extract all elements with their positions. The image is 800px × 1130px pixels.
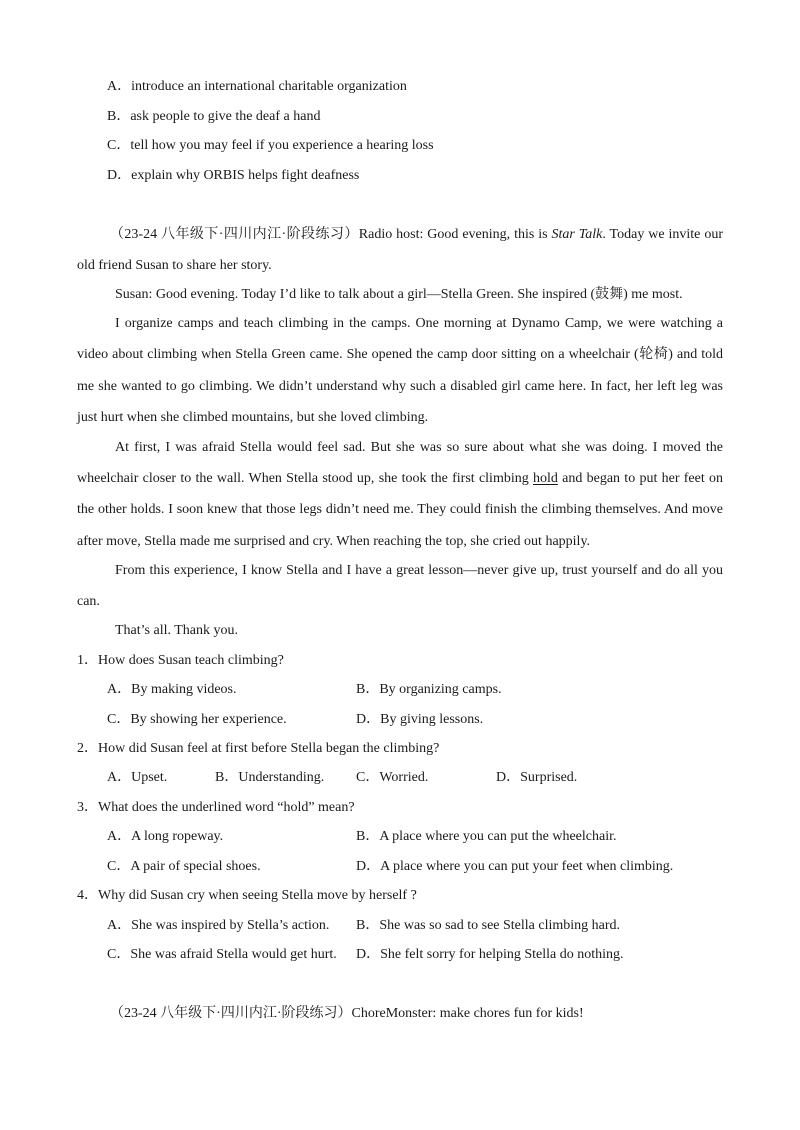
question-4-option-c: C．She was afraid Stella would get hurt. <box>107 947 337 962</box>
option-a: A．introduce an international charitable organization <box>107 79 407 94</box>
question-1-option-d: D．By giving lessons. <box>356 712 484 727</box>
paragraph-1-line-2: video about climbing when Stella Green came. She opened the camp door sitting on a wheelchair (轮椅) and told <box>77 347 723 362</box>
paragraph-2-line-2: wheelchair closer to the wall. When Stella stood up, she took the first climbing hold and began to put her feet on <box>77 471 723 486</box>
paragraph-1-line-3: me she wanted to go climbing. We didn’t understand why such a disabled girl came here. In fact, her left leg was <box>77 379 723 394</box>
question-2-option-a: A．Upset. <box>107 770 168 785</box>
question-2-option-d: D．Surprised. <box>496 770 578 785</box>
passage-intro-line-1: （23-24 八年级下·四川内江·阶段练习）Radio host: Good evening, this is Star Talk. Today we invite our <box>110 227 723 242</box>
paragraph-3-line-2: can. <box>77 594 100 609</box>
question-3-option-c: C．A pair of special shoes. <box>107 859 261 874</box>
passage-susan-line: Susan: Good evening. Today I’d like to talk about a girl—Stella Green. She inspired (鼓舞) me most. <box>115 287 683 302</box>
paragraph-2-line-3: the other holds. I soon knew that those legs didn’t need me. They could finish the climbing themselves. And move <box>77 502 723 517</box>
question-4: 4．Why did Susan cry when seeing Stella move by herself ? <box>77 888 417 903</box>
question-1-option-a: A．By making videos. <box>107 682 237 697</box>
question-3-option-b: B．A place where you can put the wheelchair. <box>356 829 617 844</box>
next-passage-source: （23-24 八年级下·四川内江·阶段练习） <box>110 1006 352 1021</box>
paragraph-2-line-1: At first, I was afraid Stella would feel sad. But she was so sure about what she was doing. I moved the <box>115 440 723 455</box>
show-name: Star Talk <box>551 227 603 242</box>
option-d: D．explain why ORBIS helps fight deafness <box>107 168 360 183</box>
next-passage-heading <box>110 1005 584 1023</box>
paragraph-1-line-4: just hurt when she climbed mountains, but she loved climbing. <box>77 410 429 425</box>
passage-source: （23-24 八年级下·四川内江·阶段练习） <box>110 227 359 242</box>
question-3-option-a: A．A long ropeway. <box>107 829 224 844</box>
question-4-option-a: A．She was inspired by Stella’s action. <box>107 918 330 933</box>
paragraph-1-line-1: I organize camps and teach climbing in the camps. One morning at Dynamo Camp, we were watching a <box>115 316 723 331</box>
option-c: C．tell how you may feel if you experience a hearing loss <box>107 138 434 153</box>
question-1-option-b: B．By organizing camps. <box>356 682 502 697</box>
question-3: 3．What does the underlined word “hold” mean? <box>77 800 355 815</box>
question-3-option-d: D．A place where you can put your feet when climbing. <box>356 859 674 874</box>
question-2: 2．How did Susan feel at first before Stella began the climbing? <box>77 741 440 756</box>
question-4-option-d: D．She felt sorry for helping Stella do nothing. <box>356 947 624 962</box>
next-passage-title: ChoreMonster: make chores fun for kids! <box>351 1006 584 1021</box>
option-b: B．ask people to give the deaf a hand <box>107 109 321 124</box>
question-4-option-b: B．She was so sad to see Stella climbing hard. <box>356 918 621 933</box>
question-1-option-c: C．By showing her experience. <box>107 712 287 727</box>
underlined-word-hold: hold <box>532 471 558 486</box>
question-2-option-c: C．Worried. <box>356 770 429 785</box>
question-2-option-b: B．Understanding. <box>215 770 325 785</box>
question-1: 1．How does Susan teach climbing? <box>77 653 284 668</box>
paragraph-2-line-4: after move, Stella made me surprised and cry. When reaching the top, she cried out happily. <box>77 534 591 549</box>
paragraph-3-line-1: From this experience, I know Stella and I have a great lesson—never give up, trust yourself and do all you <box>115 563 723 578</box>
passage-closing: That’s all. Thank you. <box>115 623 238 638</box>
passage-intro-line-2: old friend Susan to share her story. <box>77 258 272 273</box>
